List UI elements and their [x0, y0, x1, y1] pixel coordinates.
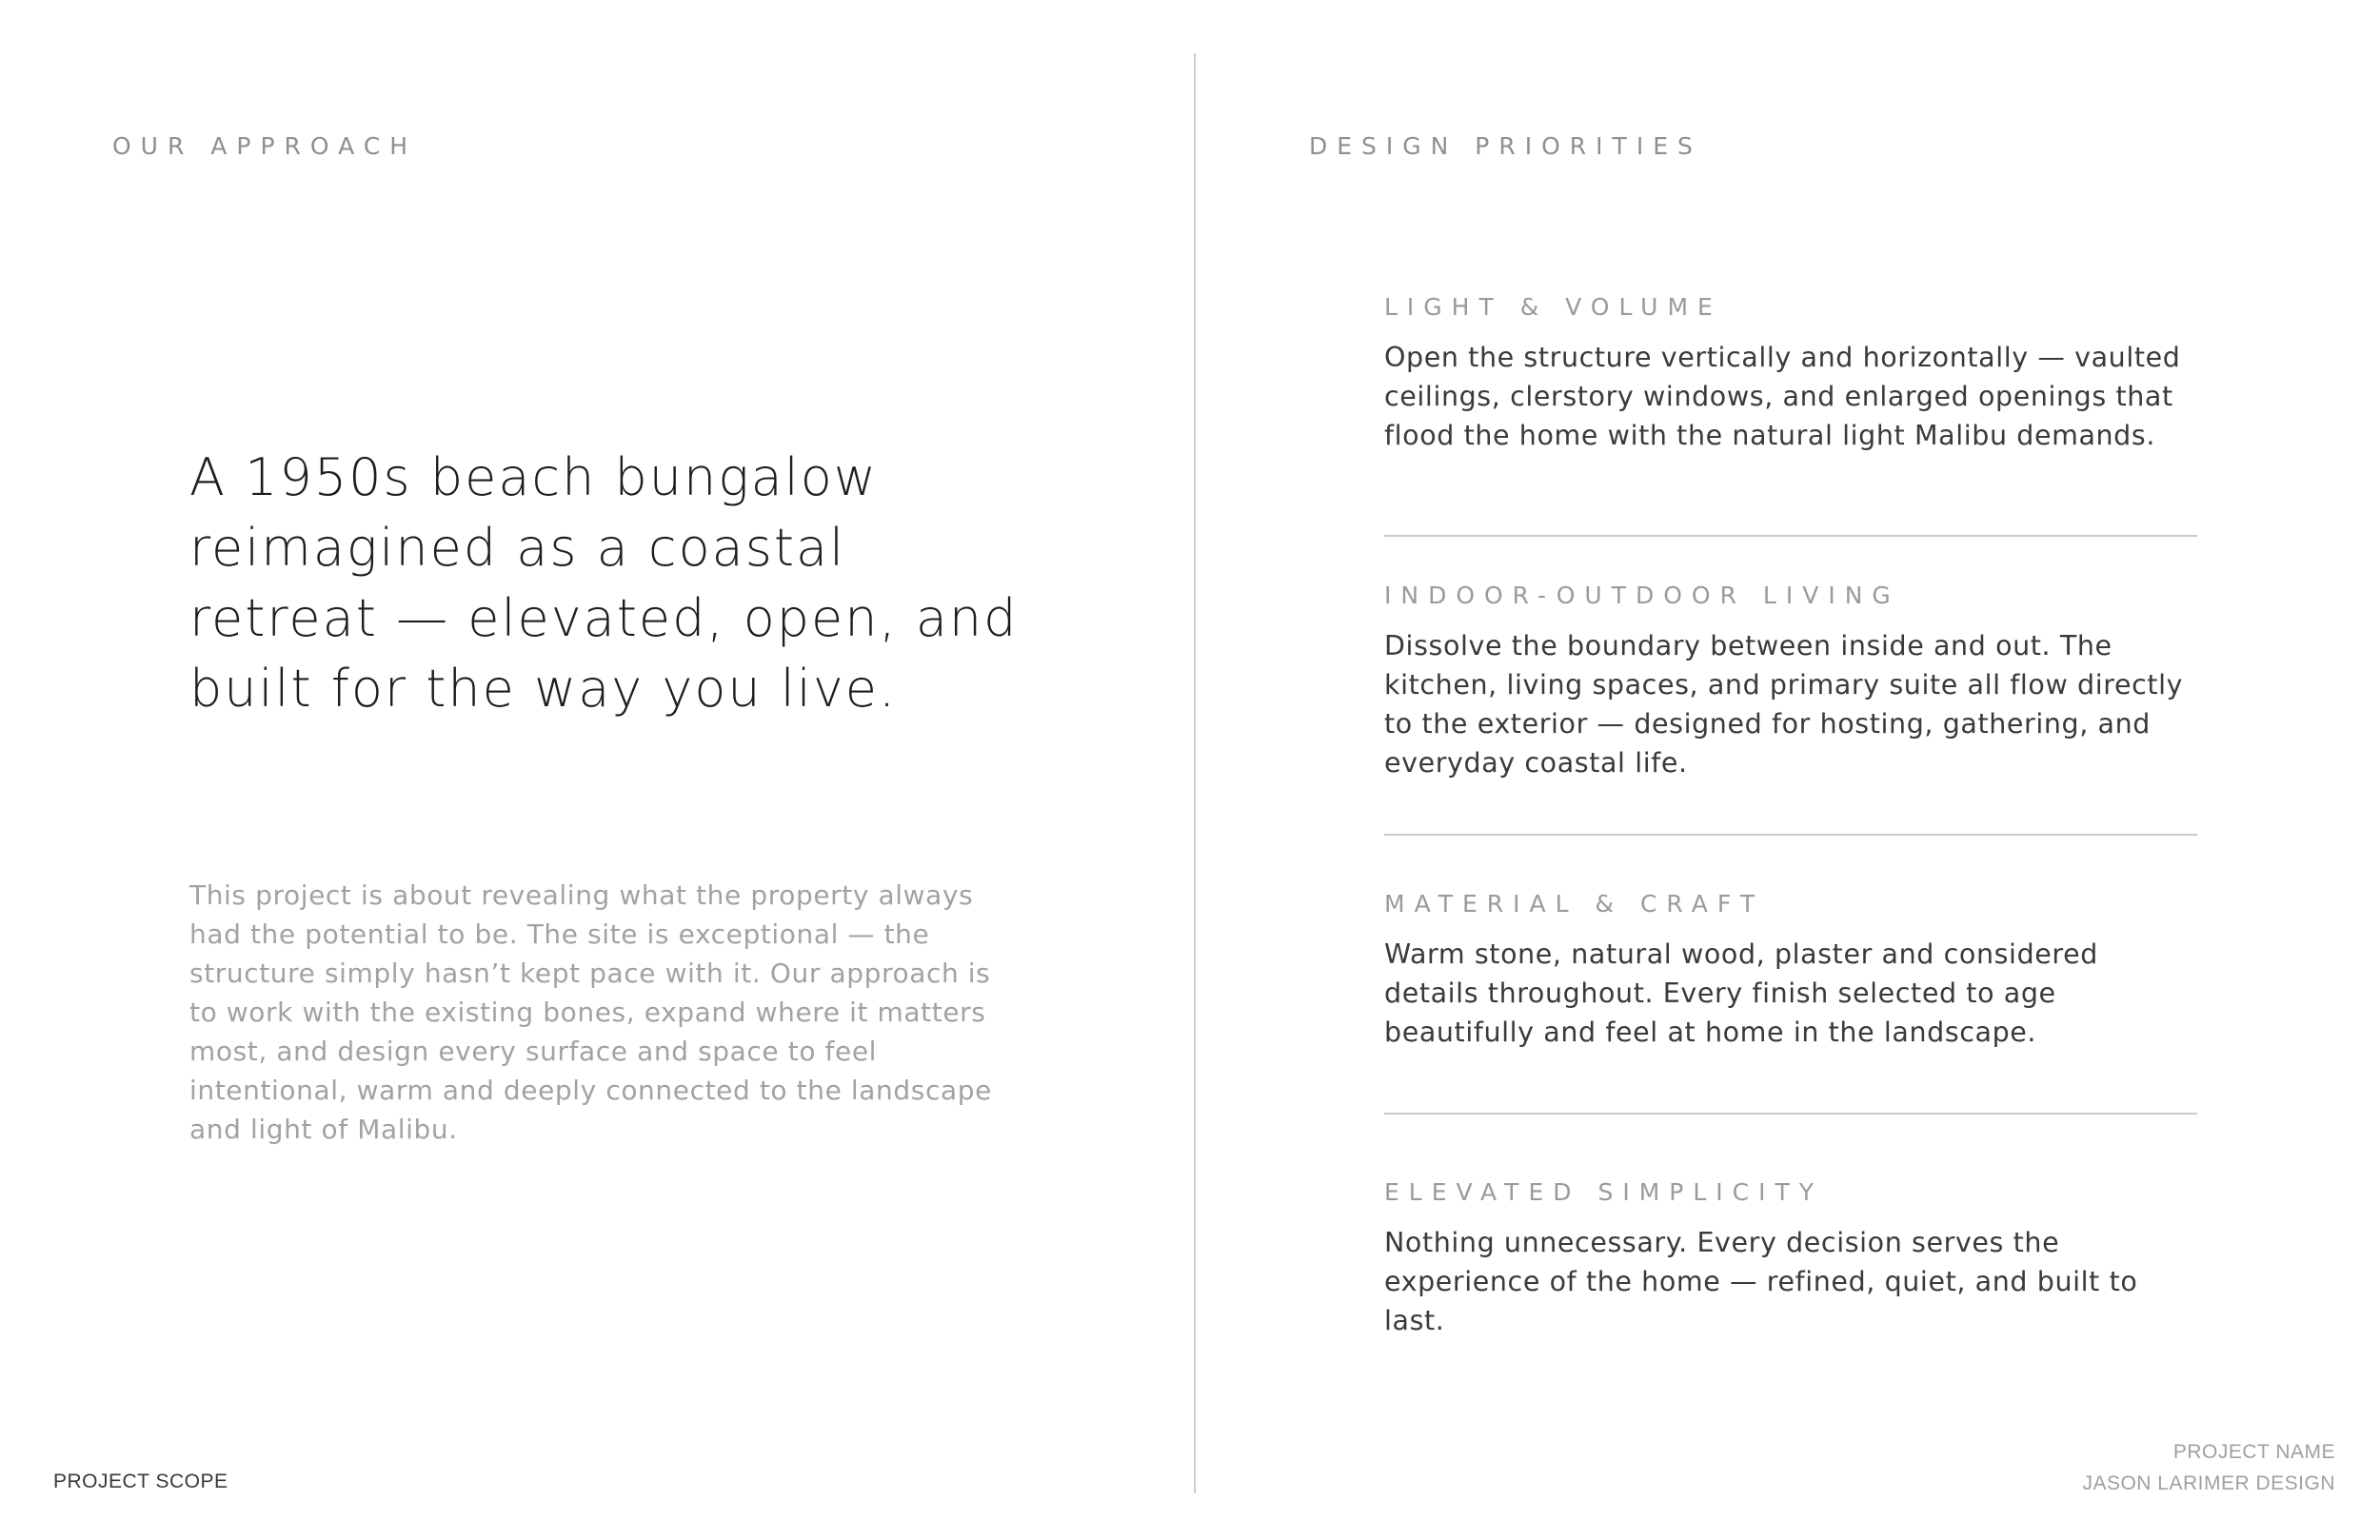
priority-title: ELEVATED SIMPLICITY	[1384, 1178, 1824, 1206]
priority-divider	[1384, 535, 2197, 537]
priority-indoor-outdoor-living	[1384, 582, 2197, 782]
priority-elevated-simplicity	[1384, 1178, 2197, 1340]
page-divider	[1194, 53, 1196, 1493]
priority-title: MATERIAL & CRAFT	[1384, 890, 1765, 918]
footer-project-scope: PROJECT SCOPE	[53, 1471, 228, 1492]
priority-divider	[1384, 834, 2197, 836]
priority-body: Nothing unnecessary. Every decision serves the experience of the home — refined, quiet, and built to last.	[1384, 1227, 2138, 1336]
headline: A 1950s beach bungalow reimagined as a coastal retreat — elevated, open, and built for the way you live.	[189, 447, 1019, 719]
intro-paragraph: This project is about revealing what the property always had the potential to be. The site is exceptional — the structure simply hasn’t kept pace with it. Our approach is to work with the existing bones, expand where it matters most, and design every surface and space to feel intentional, warm and deeply connected to the landscape and light of Malibu.	[189, 879, 992, 1145]
priority-divider	[1384, 1113, 2197, 1115]
priority-material-craft	[1384, 890, 2197, 1052]
priority-body: Open the structure vertically and horizontally — vaulted ceilings, clerstory windows, and enlarged openings that flood the home with the natural light Malibu demands.	[1384, 342, 2181, 451]
section-eyebrow-design-priorities: DESIGN PRIORITIES	[1309, 132, 1702, 160]
footer-project-name: PROJECT NAME	[2172, 1441, 2335, 1463]
priority-title: LIGHT & VOLUME	[1384, 293, 1722, 321]
priority-body: Dissolve the boundary between inside and out. The kitchen, living spaces, and primary suite all flow directly to the exterior — designed for hosting, gathering, and everyday coastal life.	[1384, 630, 2184, 779]
priority-title: INDOOR-OUTDOOR LIVING	[1384, 582, 1900, 609]
priority-body: Warm stone, natural wood, plaster and considered details throughout. Every finish selected to age beautifully and feel at home in the landscape.	[1384, 938, 2098, 1048]
priority-light-volume	[1384, 293, 2197, 455]
footer-designer-name: JASON LARIMER DESIGN	[2082, 1472, 2335, 1494]
section-eyebrow-our-approach: OUR APPROACH	[112, 132, 418, 160]
